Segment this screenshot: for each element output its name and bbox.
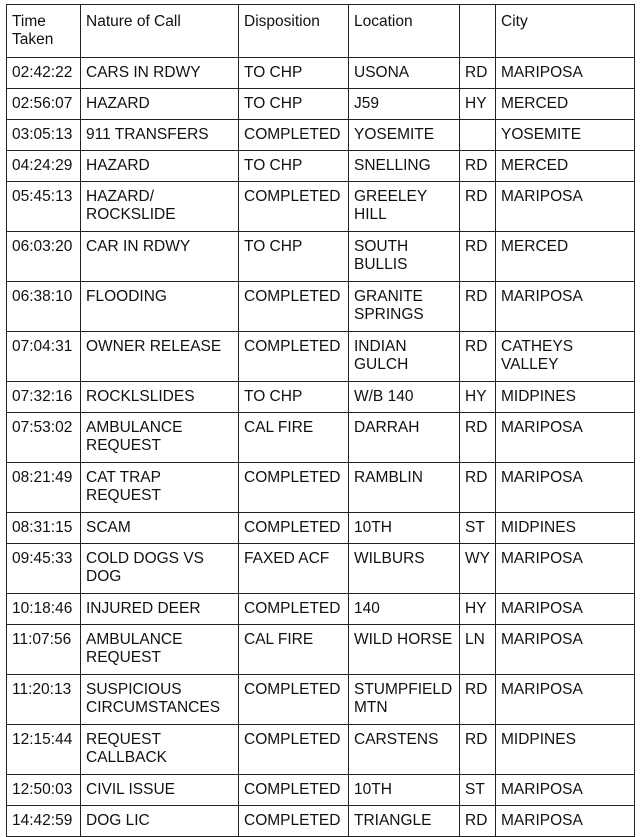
cell-disposition: COMPLETED [239,594,349,625]
cell-city: MARIPOSA [496,463,635,513]
cell-disposition: COMPLETED [239,675,349,725]
cell-suffix: LN [460,625,496,675]
table-row [7,806,635,837]
cell-nature: CIVIL ISSUE [81,775,239,806]
cell-nature: ROCKLSLIDES [81,382,239,413]
cell-time: 11:20:13 [7,675,81,725]
cell-disposition: COMPLETED [239,182,349,232]
table-row [7,182,635,232]
cell-location: SOUTH BULLIS [349,232,460,282]
cell-city: MARIPOSA [496,625,635,675]
cell-time: 06:38:10 [7,282,81,332]
cell-nature: AMBULANCE REQUEST [81,413,239,463]
cell-location: 10TH [349,775,460,806]
cell-suffix: RD [460,725,496,775]
cell-time: 12:15:44 [7,725,81,775]
table-row [7,120,635,151]
cell-nature: REQUEST CALLBACK [81,725,239,775]
cell-time: 02:42:22 [7,58,81,89]
call-log-table [6,4,635,837]
table-row [7,775,635,806]
cell-disposition: COMPLETED [239,463,349,513]
cell-nature: SCAM [81,513,239,544]
cell-location: SNELLING [349,151,460,182]
cell-location: INDIAN GULCH [349,332,460,382]
cell-city: MERCED [496,232,635,282]
cell-city: CATHEYS VALLEY [496,332,635,382]
cell-suffix: HY [460,594,496,625]
cell-location: STUMPFIELD MTN [349,675,460,725]
table-row [7,725,635,775]
cell-time: 11:07:56 [7,625,81,675]
cell-city: MARIPOSA [496,675,635,725]
cell-suffix: RD [460,675,496,725]
cell-location: RAMBLIN [349,463,460,513]
cell-disposition: COMPLETED [239,332,349,382]
cell-time: 09:45:33 [7,544,81,594]
column-header-disposition: Disposition [239,5,349,58]
cell-nature: AMBULANCE REQUEST [81,625,239,675]
cell-suffix: ST [460,775,496,806]
cell-time: 14:42:59 [7,806,81,837]
cell-suffix: WY [460,544,496,594]
cell-suffix: RD [460,463,496,513]
cell-city: MARIPOSA [496,594,635,625]
cell-nature: CARS IN RDWY [81,58,239,89]
cell-suffix: RD [460,806,496,837]
table-row [7,463,635,513]
cell-suffix: ST [460,513,496,544]
cell-location: CARSTENS [349,725,460,775]
cell-suffix: HY [460,89,496,120]
cell-location: TRIANGLE [349,806,460,837]
cell-disposition: COMPLETED [239,725,349,775]
cell-nature: DOG LIC [81,806,239,837]
cell-time: 08:21:49 [7,463,81,513]
column-header-location: Location [349,5,460,58]
cell-suffix: RD [460,182,496,232]
cell-city: YOSEMITE [496,120,635,151]
cell-disposition: TO CHP [239,58,349,89]
cell-time: 04:24:29 [7,151,81,182]
cell-city: MARIPOSA [496,413,635,463]
cell-city: MERCED [496,151,635,182]
cell-nature: COLD DOGS VS DOG [81,544,239,594]
cell-time: 03:05:13 [7,120,81,151]
cell-suffix: RD [460,151,496,182]
cell-suffix: RD [460,282,496,332]
column-header-suffix [460,5,496,58]
cell-suffix: RD [460,332,496,382]
cell-location: WILD HORSE [349,625,460,675]
cell-disposition: CAL FIRE [239,625,349,675]
header-row [7,5,635,58]
cell-disposition: FAXED ACF [239,544,349,594]
cell-location: DARRAH [349,413,460,463]
cell-city: MARIPOSA [496,544,635,594]
cell-location: YOSEMITE [349,120,460,151]
cell-nature: 911 TRANSFERS [81,120,239,151]
call-log-sheet [6,4,635,837]
cell-disposition: COMPLETED [239,120,349,151]
cell-disposition: COMPLETED [239,513,349,544]
table-row [7,58,635,89]
cell-time: 12:50:03 [7,775,81,806]
table-row [7,232,635,282]
table-row [7,594,635,625]
cell-nature: CAR IN RDWY [81,232,239,282]
cell-location: 10TH [349,513,460,544]
cell-location: GRANITE SPRINGS [349,282,460,332]
cell-time: 02:56:07 [7,89,81,120]
cell-nature: INJURED DEER [81,594,239,625]
cell-nature: FLOODING [81,282,239,332]
cell-city: MARIPOSA [496,58,635,89]
table-row [7,151,635,182]
column-header-time: Time Taken [7,5,81,58]
cell-suffix: RD [460,413,496,463]
cell-nature: CAT TRAP REQUEST [81,463,239,513]
cell-disposition: TO CHP [239,382,349,413]
cell-location: 140 [349,594,460,625]
cell-disposition: COMPLETED [239,806,349,837]
cell-location: GREELEY HILL [349,182,460,232]
cell-suffix [460,120,496,151]
cell-nature: HAZARD [81,151,239,182]
cell-time: 07:53:02 [7,413,81,463]
cell-disposition: TO CHP [239,151,349,182]
cell-disposition: COMPLETED [239,282,349,332]
table-row [7,513,635,544]
table-row [7,625,635,675]
cell-nature: HAZARD/ ROCKSLIDE [81,182,239,232]
cell-disposition: CAL FIRE [239,413,349,463]
cell-location: WILBURS [349,544,460,594]
cell-disposition: TO CHP [239,89,349,120]
cell-disposition: COMPLETED [239,775,349,806]
cell-suffix: RD [460,58,496,89]
cell-city: MARIPOSA [496,282,635,332]
cell-suffix: HY [460,382,496,413]
table-row [7,413,635,463]
cell-time: 05:45:13 [7,182,81,232]
table-row [7,332,635,382]
table-row [7,675,635,725]
cell-city: MIDPINES [496,725,635,775]
cell-location: W/B 140 [349,382,460,413]
cell-city: MIDPINES [496,382,635,413]
cell-location: USONA [349,58,460,89]
cell-disposition: TO CHP [239,232,349,282]
cell-nature: HAZARD [81,89,239,120]
cell-time: 06:03:20 [7,232,81,282]
cell-nature: OWNER RELEASE [81,332,239,382]
table-row [7,282,635,332]
cell-nature: SUSPICIOUS CIRCUMSTANCES [81,675,239,725]
cell-location: J59 [349,89,460,120]
cell-time: 07:32:16 [7,382,81,413]
table-row [7,382,635,413]
cell-city: MARIPOSA [496,806,635,837]
cell-city: MARIPOSA [496,775,635,806]
cell-city: MIDPINES [496,513,635,544]
column-header-city: City [496,5,635,58]
cell-city: MARIPOSA [496,182,635,232]
table-row [7,544,635,594]
column-header-nature: Nature of Call [81,5,239,58]
table-row [7,89,635,120]
cell-suffix: RD [460,232,496,282]
cell-time: 08:31:15 [7,513,81,544]
cell-time: 07:04:31 [7,332,81,382]
cell-time: 10:18:46 [7,594,81,625]
cell-city: MERCED [496,89,635,120]
